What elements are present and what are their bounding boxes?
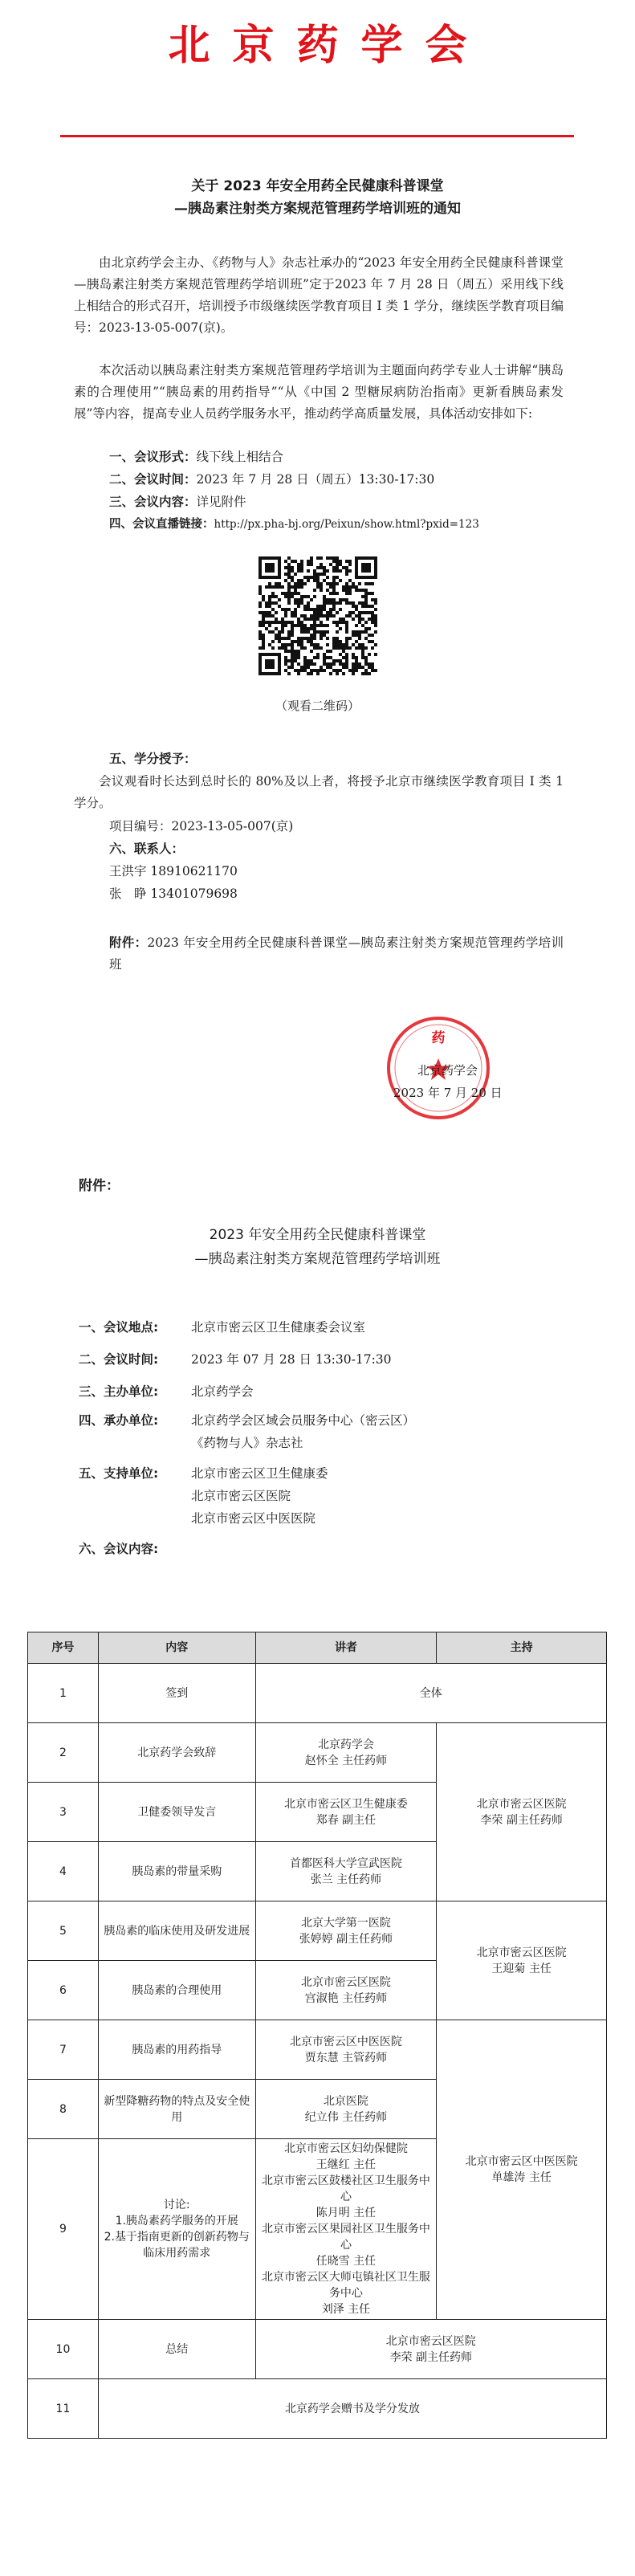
row-content: 总结 [98,2320,255,2379]
row-no: 9 [28,2139,99,2320]
row-content: 胰岛素的临床使用及研发进展 [98,1901,255,1961]
field-host-org-key: 三、主办单位: [79,1384,159,1399]
header-speaker: 讲者 [255,1632,437,1664]
row-no: 11 [28,2379,99,2439]
field-host-org-value: 北京药学会 [191,1384,254,1399]
field-time-value: 2023 年 07 月 28 日 13:30-17:30 [191,1352,392,1367]
table-row [28,1664,607,1723]
attachment-title [0,1223,635,1271]
red-divider [60,135,574,137]
credit-heading [109,748,197,769]
item-content-value: 详见附件 [196,495,246,509]
row-speaker: 北京医院 纪立伟 主任药师 [255,2080,437,2139]
content-heading-text: 六、会议内容: [79,1542,159,1556]
row-content: 胰岛素的带量采购 [98,1842,255,1901]
signature-date: 2023 年 7 月 20 日 [393,1086,503,1100]
row-no: 3 [28,1783,99,1842]
attachment-note [109,931,564,976]
org-title: 北京药学会 [168,22,490,70]
field-supporter [79,1463,328,1484]
notice-title [0,175,635,220]
item-format-value: 线下线上相结合 [196,450,284,464]
content-heading [79,1539,158,1559]
qr-code-image[interactable] [258,556,377,675]
contact-heading [109,838,184,859]
row-speaker: 北京市密云区卫生健康委 郑春 副主任 [255,1783,437,1842]
field-supporter-value-2: 北京市密云区医院 [191,1489,291,1503]
field-supporter-value-1: 北京市密云区卫生健康委 [191,1466,328,1481]
attachment-title-line2: —胰岛素注射类方案规范管理药学培训班 [194,1251,441,1267]
attachment-note-text: 2023 年安全用药全民健康科普课堂—胰岛素注射类方案规范管理药学培训班 [109,935,564,972]
schedule-table [27,1632,607,2439]
project-number: 项目编号：2023-13-05-007(京) [109,819,294,834]
row-no: 7 [28,2020,99,2080]
row-content: 胰岛素的合理使用 [98,1961,255,2020]
notice-para-1: 由北京药学会主办、《药物与人》杂志社承办的“2023 年安全用药全民健康科普课堂—胰岛素注射类方案规范管理药学培训班”定于2023 年 7 月 28 日（周五）采用线下线上相结合的形式召开，培训授予市级继续医学教育项目 I 类 1 学分，继续医学教育项目编号：2023-13-05-007(京)。 [74,255,564,335]
row-speaker: 北京市密云区妇幼保健院 王继红 主任 北京市密云区鼓楼社区卫生服务中心 陈月明 主任 北京市密云区果园社区卫生服务中心 任晓雪 主任 北京市密云区大师屯镇社区卫生服务中心 刘泽 主任 [255,2139,437,2320]
item-time-key: 二、会议时间： [109,472,197,487]
row-speaker: 北京市密云区医院 李荣 副主任药师 [255,2320,606,2379]
field-supporter-key: 五、支持单位: [79,1466,159,1481]
field-organizer-key: 四、承办单位: [79,1413,159,1428]
field-organizer [79,1410,416,1431]
item-content [109,491,246,512]
row-speaker: 北京大学第一医院 张婷婷 副主任药师 [255,1901,437,1961]
row-content: 北京药学会致辞 [98,1723,255,1783]
row-speaker: 北京市密云区医院 宫淑艳 主任药师 [255,1961,437,2020]
notice-title-line1: 关于 2023 年安全用药全民健康科普课堂 [191,178,444,194]
row-content: 北京药学会赠书及学分发放 [98,2379,606,2439]
field-organizer-value-2: 《药物与人》杂志社 [191,1436,303,1450]
seal-text: 药 [431,1030,446,1046]
row-no: 8 [28,2080,99,2139]
row-no: 2 [28,1723,99,1783]
signature-org: 北京药学会 [417,1063,478,1078]
table-row [28,2379,607,2439]
table-row [28,2020,607,2080]
row-speaker: 全体 [255,1664,606,1723]
credit-heading-text: 五、学分授予： [109,752,197,766]
row-content: 胰岛素的用药指导 [98,2020,255,2080]
header-host: 主持 [437,1632,607,1664]
row-content: 签到 [98,1664,255,1723]
field-time-key: 二、会议时间: [79,1352,159,1367]
row-host: 北京市密云区中医医院 单雄涛 主任 [437,2020,607,2320]
row-no: 1 [28,1664,99,1723]
field-venue-value: 北京市密云区卫生健康委会议室 [191,1320,366,1335]
qr-caption: （观看二维码） [275,699,360,713]
field-venue [79,1317,366,1338]
attachment-title-line1: 2023 年安全用药全民健康科普课堂 [209,1227,426,1243]
row-content: 讨论: 1.胰岛素药学服务的开展 2.基于指南更新的创新药物与临床用药需求 [98,2139,255,2320]
row-host: 北京市密云区医院 李荣 副主任药师 [437,1723,607,1901]
contact-1: 王洪宇 18910621170 [109,864,238,878]
item-format [109,446,283,467]
credit-para: 会议观看时长达到总时长的 80%及以上者，将授予北京市继续医学教育项目 I 类 1 学分。 [74,774,564,810]
table-row [28,2320,607,2379]
row-content: 卫健委领导发言 [98,1783,255,1842]
notice-title-line2: —胰岛素注射类方案规范管理药学培训班的通知 [174,201,461,217]
table-header-row [28,1632,607,1664]
live-link[interactable]: http://px.pha-bj.org/Peixun/show.html?pxid=123 [214,518,479,531]
item-format-key: 一、会议形式： [109,450,197,464]
row-no: 5 [28,1901,99,1961]
row-no: 4 [28,1842,99,1901]
field-time [79,1349,392,1370]
notice-para-2: 本次活动以胰岛素注射类方案规范管理药学培训为主题面向药学专业人士讲解“胰岛素的合理使用”“胰岛素的用药指导”“从《中国 2 型糖尿病防治指南》更新看胰岛素发展”等内容，提高专业人员药学服务水平，推动药学高质量发展，具体活动安排如下: [74,363,564,421]
item-content-key: 三、会议内容： [109,495,197,509]
item-time-value: 2023 年 7 月 28 日（周五）13:30-17:30 [196,472,435,487]
item-live-link-key: 四、会议直播链接： [109,518,214,531]
header-no: 序号 [28,1632,99,1664]
contact-2: 张 睁 13401079698 [109,887,238,901]
row-host: 北京市密云区医院 王迎菊 主任 [437,1901,607,2020]
row-speaker: 首都医科大学宣武医院 张兰 主任药师 [255,1842,437,1901]
attachment-note-label: 附件： [109,935,148,950]
field-venue-key: 一、会议地点: [79,1320,159,1335]
row-speaker: 北京药学会 赵怀全 主任药师 [255,1723,437,1783]
row-no: 10 [28,2320,99,2379]
table-row [28,1723,607,1783]
attachment-label: 附件： [79,1178,120,1194]
table-row [28,1901,607,1961]
row-speaker: 北京市密云区中医医院 贾东慧 主管药师 [255,2020,437,2080]
header-content: 内容 [98,1632,255,1664]
field-organizer-value-1: 北京药学会区域会员服务中心（密云区） [191,1413,416,1428]
row-no: 6 [28,1961,99,2020]
contact-heading-text: 六、联系人： [109,842,185,856]
item-time [109,469,434,490]
field-supporter-value-3: 北京市密云区中医医院 [191,1511,316,1526]
row-content: 新型降糖药物的特点及安全使用 [98,2080,255,2139]
field-host-org [79,1381,254,1402]
item-live-link [109,514,479,535]
